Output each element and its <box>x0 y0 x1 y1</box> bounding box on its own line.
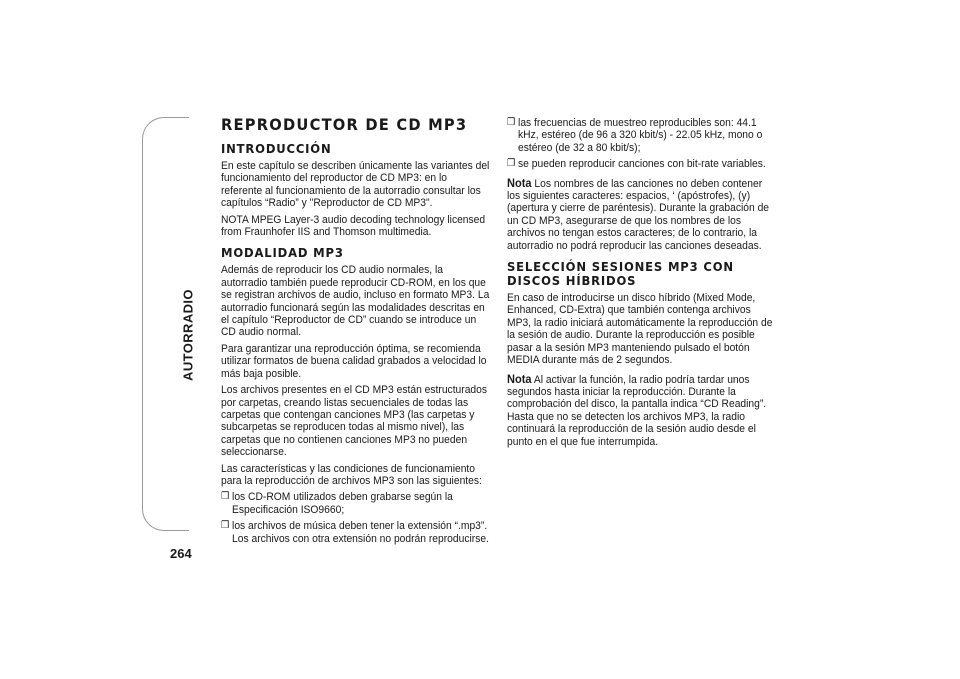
page-number: 264 <box>170 546 192 561</box>
note-activation <box>507 373 776 448</box>
conditions-paragraph: Las características y las condiciones de funcionamiento para la reproducción de archivos MP3 son las siguientes: <box>221 462 482 487</box>
mpeg-note: NOTA MPEG Layer-3 audio decoding technology licensed from Fraunhofer IIS and Thomson multimedia. <box>221 213 486 239</box>
left-column <box>221 116 490 549</box>
note-label: Nota <box>507 175 532 190</box>
right-column <box>507 117 776 452</box>
list-item: ❒ los CD-ROM utilizados deben grabarse según la Especificación ISO9660; <box>221 491 453 516</box>
list-item: ❒ los archivos de música deben tener la extensión “.mp3”. Los archivos con otra extensión no podrán reproducirse. <box>221 520 489 545</box>
intro-heading: INTRODUCCIÓN <box>221 141 332 156</box>
hybrid-heading: SELECCIÓN SESIONES MP3 CON DISCOS HÍBRIDOS <box>507 259 734 289</box>
mp3-mode-heading: MODALIDAD MP3 <box>221 245 344 261</box>
checkbox-bullet-icon: ❒ <box>507 117 516 128</box>
note-text: Al activar la función, la radio podría tardar unos segundos hasta iniciar la reproducción. Durante la comprobación del disco, la pantalla indica “CD Reading”. Hasta que no se detecten los archivos MP3, la radio continuará la reproducción de la sesión audio desde el punto en el que fue interrumpida. <box>507 373 767 448</box>
note-filenames <box>507 177 776 252</box>
mp3-mode-paragraph: Además de reproducir los CD audio normales, la autorradio también puede reproducir CD-ROM, en los que se registran archivos de audio, incluso en formato MP3. La autorradio funcionará según las modalidades descritas en el capítulo “Reproductor de CD” cuando se introduce un CD audio normal. <box>221 264 490 339</box>
folders-paragraph: Los archivos presentes en el CD MP3 están estructurados por carpetas, creando listas secuenciales de todas las carpetas que contengan canciones MP3 (las carpetas y subcarpetas se reproducen todas al mismo nivel), las carpetas que no contienen canciones MP3 no pueden seleccionarse. <box>221 384 488 459</box>
page-title: REPRODUCTOR DE CD MP3 <box>221 115 468 134</box>
note-label: Nota <box>507 371 532 386</box>
note-text: Los nombres de las canciones no deben contener los siguientes caracteres: espacios, ‘ (apóstrofes), (y) (apertura y cierre de paréntesis). Durante la grabación de un CD MP3, asegurarse de que los nombres de los archivos no tengan estos caracteres; de lo contrario, la autorradio no podrá reproducir las canciones deseadas. <box>507 177 770 252</box>
list-item: ❒ las frecuencias de muestreo reproducibles son: 44.1 kHz, estéreo (de 96 a 320 kbit/s) - 22.05 kHz, mono o estéreo (de 32 a 80 kbit/s); <box>507 117 763 154</box>
intro-paragraph: En este capítulo se describen únicamente las variantes del funcionamiento del reproductor de CD MP3: en lo referente al funcionamiento de la autorradio consultar los capítulos “Radio” y "Reproductor de CD MP3". <box>221 160 490 210</box>
section-label: AUTORRADIO <box>180 289 196 381</box>
quality-paragraph: Para garantizar una reproducción óptima, se recomienda utilizar formatos de buena calidad grabados a velocidad lo más baja posible. <box>221 342 487 380</box>
checkbox-bullet-icon: ❒ <box>221 491 230 503</box>
hybrid-paragraph: En caso de introducirse un disco híbrido (Mixed Mode, Enhanced, CD-Extra) que también contenga archivos MP3, la radio iniciará automáticamente la reproducción de la sesión de audio. Durante la reproducción es posible pasar a la sesión MP3 manteniendo pulsado el botón MEDIA durante más de 2 segundos. <box>507 292 773 367</box>
checkbox-bullet-icon: ❒ <box>507 158 516 170</box>
checkbox-bullet-icon: ❒ <box>221 520 230 532</box>
list-item: ❒ se pueden reproducir canciones con bit-rate variables. <box>507 158 766 171</box>
